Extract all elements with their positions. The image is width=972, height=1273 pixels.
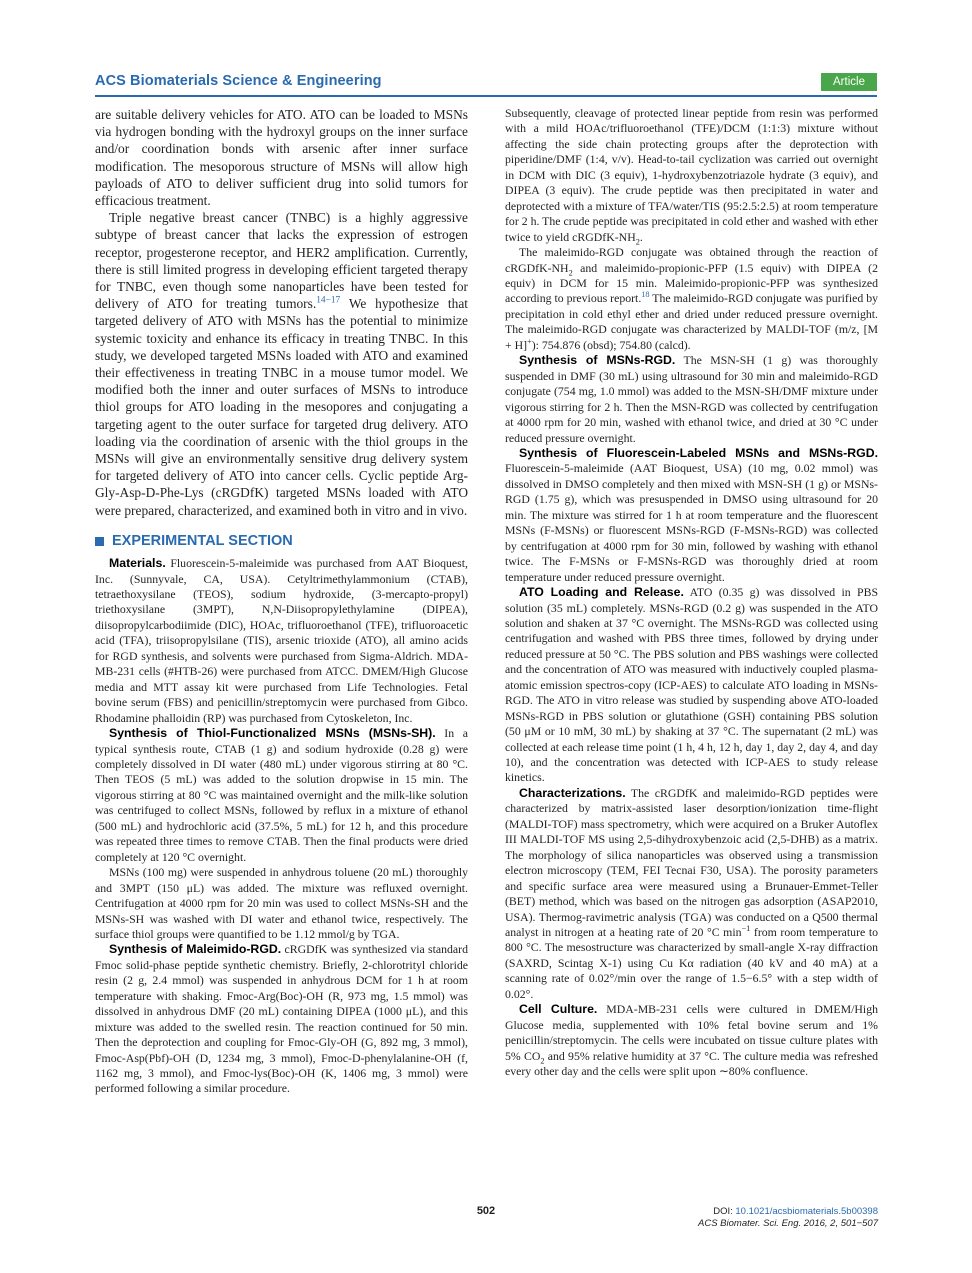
msn-sh-paragraph: MSNs (100 mg) were suspended in anhydrous toluene (20 mL) thoroughly and 3MPT (150 μL) was added. The mixture was refluxed overnight. Centrifugation at 4000 rpm for 20 min was used to collect MSNs-SH and the MSNs-SH was washed with DI water and ethanol twice, respectively. The surface thiol groups were quantified to be 1.12 mmol/g by TGA. <box>95 865 468 941</box>
thiol-synthesis-paragraph: Synthesis of Thiol-Functionalized MSNs (MSNs-SH). In a typical synthesis route, CTAB (1 g) and sodium hydroxide (0.28 g) were completely dissolved in DI water (480 mL) under vigorous stirring at 80 °C. Then TEOS (5 mL) was added to the solution dropwise in 15 min. The vigorous stirring at 80 °C was maintained overnight and the milk-like solution was centrifuged to collect MSNs, followed by reflux in a mixture of ethanol (500 mL) and hydrochloric acid (37.5%, 5 mL) for 12 h, and this procedure was repeated three times to remove CTAB. Then the final products were dried completely at 120 °C overnight. <box>95 726 468 864</box>
intro-paragraph-1: are suitable delivery vehicles for ATO. ATO can be loaded to MSNs via hydrogen bonding with the hydroxyl groups on the inner surface and/or coordination bonds with arsenic after inner surface modification. The mesoporous structure of MSNs will allow high payloads of ATO to deliver sufficient drug into solid tumors for efficacious treatment. <box>95 107 468 209</box>
article-type-badge: Article <box>821 73 877 91</box>
right-column <box>505 106 878 1080</box>
left-column <box>95 106 468 1097</box>
citation-link[interactable]: 18 <box>641 290 650 300</box>
citation-link[interactable]: 14−17 <box>316 295 341 306</box>
cell-culture-paragraph: Cell Culture. MDA-MB-231 cells were cultured in DMEM/High Glucose media, supplemented with 10% fetal bovine serum and 1% penicillin/streptomycin. The cells were incubated on tissue culture plates with 5% $CO_2$ and 95% relative humidity at 37 °C. The culture media was refreshed every other day and the cells were split upon ∼80% confluence. <box>505 1002 879 1079</box>
materials-heading: Materials. <box>109 556 166 571</box>
ato-loading-heading: ATO Loading and Release. <box>519 585 684 600</box>
journal-title[interactable]: ACS Biomaterials Science & Engineering <box>95 73 382 89</box>
characterizations-heading: Characterizations. <box>519 785 626 800</box>
ato-loading-paragraph: ATO Loading and Release. ATO (0.35 g) was dissolved in PBS solution (35 mL) completely. MSNs-RGD (0.2 g) was suspended in the ATO solution and shaken at 37 °C overnight. The MSNs-RGD was collected using centrifugation and washed with PBS three times, followed by drying under reduced pressure at 50 °C. The PBS solution and PBS washings were collected and the concentration of ATO was measured with inductively coupled plasma- atomic emission spectros-copy (ICP-AES) to calculate ATO loading in MSNs-RGD. The ATO in vitro release was studied by suspending above ATO-loaded MSNs-RGD in PBS solution or glutathione (GSH) containing PBS solution (50 μM or 10 mM, 30 mL) by shaking at 37 °C. The supernatant (2 mL) was collected at each release time point (1 h, 4 h, 12 h, day 1, day 2, day 4, and day 10), and the concentration was detected with ICP-AES to study release kinetics. <box>505 585 879 785</box>
footer-citation: DOI: 10.1021/acsbiomaterials.5b00398 ACS Biomater. Sci. Eng. 2016, 2, 501−507 <box>698 1206 878 1229</box>
fluorescein-paragraph: Synthesis of Fluorescein-Labeled MSNs and MSNs-RGD. Fluorescein-5-maleimide (AAT Bioquest, USA) (10 mg, 0.02 mmol) was dissolved in DMSO completely and then mixed with MSN-SH (1 g) or MSNs-RGD (1.75 g), which was presuspended in DMSO using ultrasound for 20 min. The mixture was stirred for 1 h at room temperature and the fluorescent MSNs (F-MSNs) or fluorescent MSNs-RGD (F-MSNs-RGD) was collected by centrifugation at 4000 rpm for 30 min, followed by washing with ethanol twice. The F-MSNs or F-MSNs-RGD was thoroughly dried at room temperature under reduced pressure overnight. <box>505 445 878 584</box>
section-square-icon <box>95 537 104 546</box>
materials-paragraph: Materials. Fluorescein-5-maleimide was purchased from AAT Bioquest, Inc. (Sunnyvale, CA, USA). Cetyltrimethylammonium (CTAB), tetraethoxysilane (TEOS), sodium hydroxide, (3-mercapto-propyl) triethoxysilane (3MPT), N,N-Diisopropylethylamine (DIPEA), diisopropylcarbodiimide (DIC), HOAc, trifluoroethanol (TFE), trifluoroacetic acid (TFA), triisopropylsilane (TIS), arsenic trioxide (ATO), all amino acids for RGD synthesis, and solvents were purchased from Sigma-Aldrich. MDA-MB-231 cells (#HTB-26) were purchased from ATCC. DMEM/High Glucose media and MTT assay kit were purchased from Life Technologies. Fetal bovine serum (FBS) and penicillin/streptomycin were purchased from Gibco. Rhodamine phalloidin (RP) was purchased from Cytoskeleton, Inc. <box>95 556 468 725</box>
maleimido-rgd-heading: Synthesis of Maleimido-RGD. <box>109 942 282 957</box>
msns-rgd-heading: Synthesis of MSNs-RGD. <box>519 353 676 368</box>
experimental-left-text <box>95 556 468 1097</box>
maleimido-rgd-paragraph: Synthesis of Maleimido-RGD. cRGDfK was synthesized via standard Fmoc solid-phase peptide synthetic chemistry. Briefly, 2-chlorotrityl chloride resin (2 g, 2.4 mmol) was suspended in anhydrous DCM for 1 h at room temperature with shaking. Fmoc-Arg(Boc)-OH (R, 973 mg, 1.5 mmol) was dissolved in anhydrous DMF (20 mL) containing DIPEA (1000 μL), and this mixture was added to the swelled resin. The reaction continued for 50 min. Then the deprotection and coupling for Fmoc-Gly-OH (G, 892 mg, 3 mmol), Fmoc-Asp(Pbf)-OH (D, 1234 mg, 3 mmol), Fmoc-D-phenylalanine-OH (f, 1162 mg, 3 mmol), and Fmoc-lys(Boc)-OH (K, 1406 mg, 3 mmol) were performed following a similar procedure. <box>95 942 468 1096</box>
msns-rgd-paragraph: Synthesis of MSNs-RGD. The MSN-SH (1 g) was thoroughly suspended in DMF (30 mL) using ultrasound for 30 min and maleimido-RGD conjugate (754 mg, 1.0 mmol) was added to the MSN-SH/DMF mixture under vigorous stirring for 2 h. Then the MSN-RGD was collected by centrifugation at 4000 rpm for 20 min, washed with ethanol twice, and dried at 30 °C under reduced pressure overnight. <box>505 353 878 445</box>
running-header <box>95 71 877 93</box>
section-heading-experimental: EXPERIMENTAL SECTION <box>95 533 468 550</box>
cell-culture-heading: Cell Culture. <box>519 1002 598 1017</box>
doi-link[interactable]: 10.1021/acsbiomaterials.5b00398 <box>735 1206 878 1217</box>
characterizations-paragraph: Characterizations. The cRGDfK and maleimido-RGD peptides were characterized by matrix-assisted laser desorption/ionization time-flight (MALDI-TOF) mass spectrometry, which were acquired on a Bruker Autoflex III MALDI-TOF MS using 2,5-dihydroxybenzoic acid (2,5-DHB) as a matrix. The morphology of silica nanoparticles was observed using a transmission electron microscopy (TEM, FEI Tecnai F30, USA). The porosity parameters and specific surface area were measured using a Brunauer-Emmet-Teller (BET) method, which was based on the nitrogen gas adsorption (ASAP2010, USA). Thermog-ravimetric analysis (TGA) was conducted on a Q500 thermal analyst in nitrogen at a heating rate of 20 °C $\min^{-1}$ from room temperature to 800 °C. The mesostructure was characterized by small-angle X-ray diffraction (SAXRD, Scintag X-1) using Cu Kα radiation (40 kV and 40 mA) at a scanning rate of 0.02°/min over the range of 1.5−6.5° with a step width of 0.02°. <box>505 785 878 1001</box>
conjugate-paragraph: The maleimido-RGD conjugate was obtained through the reaction of cRGDfK-$NH_2$ and maleimido-propionic-PFP (1.5 equiv) with DIPEA (2 equiv) in DCM for 15 min. Maleimido-propionic-PFP was synthesized according to previous report.$^{18}$ The maleimido-RGD conjugate was purified by precipitation in cold ethyl ether and dried under reduced pressure overnight. The maleimido-RGD conjugate was characterized by MALDI-TOF (m/z, [M + H]+): 754.876 (obsd); 754.80 (calcd). <box>505 245 878 352</box>
cleavage-paragraph: Subsequently, cleavage of protected linear peptide from resin was performed with a mild HOAc/trifluoroethanol (TFE)/DCM (1:1:3) mixture without affecting the side chain protecting groups after the deprotection with piperidine/DMF (1:4, v/v). Head-to-tail cyclization was carried out overnight in DCM with DIC (3 equiv), 1-hydroxybenzotriazole hydrate (3 equiv), and DIPEA (3 equiv). The crude peptide was then precipitated in water and deprotected with a mixture of TFA/water/TIS (95:2.5:2.5) at room temperature for 2 h. The crude peptide was precipitated in cold ether and washed with ether twice to yield cRGDfK-$NH_2$. <box>505 106 878 246</box>
thiol-synthesis-heading: Synthesis of Thiol-Functionalized MSNs (MSNs-SH). <box>109 726 436 741</box>
intro-paragraph-2: Triple negative breast cancer (TNBC) is a highly aggressive subtype of breast cancer that lacks the expression of estrogen receptor, progesterone receptor, and HER2 amplification. Currently, there is still limited progress in developing efficient targeted therapy for TNBC, even though some nanoparticles have been tested for delivery of ATO for treating tumors.$^{14-17}$ We hypothesize that targeted delivery of ATO with MSNs has the potential to minimize systemic toxicity and enhance its efficacy in treating TNBC. In this study, we developed targeted MSNs loaded with ATO and examined their effectiveness in treating TNBC in a mouse tumor model. We modified both the inner and outer surfaces of MSNs to introduce thiol groups for ATO loading in the mesopores and conjugating a targeting agent to the outer surface for targeted drug delivery. ATO loading via the coordination of arsenic with the thiol groups in the MSNs will give an environmentally sensitive drug delivery system for targeted delivery of ATO into cancer cells. Cyclic peptide Arg-Gly-Asp-D-Phe-Lys (cRGDfK) targeted MSNs loaded with ATO were prepared, characterized, and examined both in vitro and in vivo. <box>95 210 468 518</box>
fluorescein-heading: Synthesis of Fluorescein-Labeled MSNs and MSNs-RGD. <box>519 445 878 460</box>
header-rule <box>95 95 877 97</box>
journal-citation: ACS Biomater. Sci. Eng. 2016, 2, 501−507 <box>698 1218 878 1229</box>
page-number: 502 <box>476 1205 496 1217</box>
